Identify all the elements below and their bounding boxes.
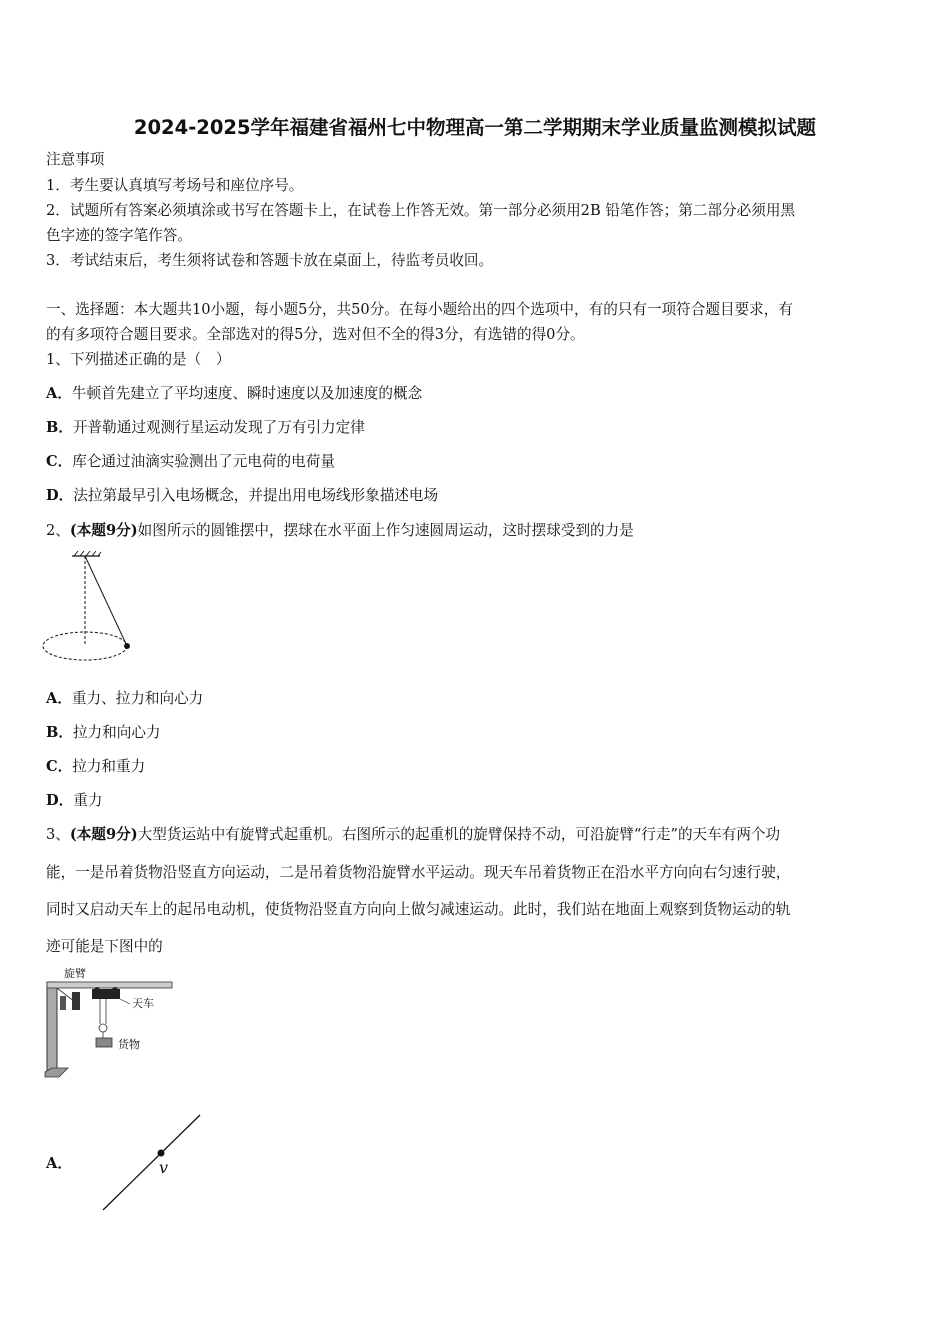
notice-item-2-cont: 色字迹的签字笔作答。 bbox=[46, 227, 192, 244]
label-arm: 旋臂 bbox=[64, 967, 86, 980]
option-label: C． bbox=[46, 453, 73, 470]
option-label: B． bbox=[46, 419, 73, 436]
option-label: A． bbox=[46, 690, 72, 707]
page-title: 2024-2025学年福建省福州七中物理高一第二学期期末学业质量监测模拟试题 bbox=[133, 116, 817, 139]
q2-option-b bbox=[46, 726, 161, 741]
trolley-wheel bbox=[112, 987, 118, 993]
crane-column bbox=[47, 982, 57, 1072]
crane-figure bbox=[40, 962, 180, 1082]
velocity-label: v bbox=[159, 1158, 169, 1177]
notice-item-2: 2．试题所有答案必须填涂或书写在答题卡上，在试卷上作答无效。第一部分必须用2B 铅笔作答；第二部分必须用黑 bbox=[46, 202, 796, 219]
q2-option-c bbox=[46, 760, 145, 775]
q3-score: (本题9分) bbox=[69, 826, 138, 843]
option-a-trajectory-figure bbox=[95, 1110, 210, 1215]
q3-stem-2: 能，一是吊着货物沿竖直方向运动，二是吊着货物沿旋臂水平运动。现天车吊着货物正在沿水平方向向右匀速行驶， bbox=[46, 864, 791, 881]
notice-item-3: 3．考试结束后，考生须将试卷和答题卡放在桌面上，待监考员收回。 bbox=[46, 252, 494, 269]
trolley-pointer bbox=[118, 998, 130, 1004]
crane-arm bbox=[47, 982, 172, 988]
q2-stem-text: 如图所示的圆锥摆中，摆球在水平面上作匀速圆周运动，这时摆球受到的力是 bbox=[137, 522, 634, 539]
cargo-point bbox=[158, 1150, 165, 1157]
counterweight-2 bbox=[72, 992, 80, 1010]
q1-option-d bbox=[46, 489, 438, 504]
q1-option-a bbox=[46, 387, 422, 402]
q1-stem: 1、下列描述正确的是（ ） bbox=[46, 351, 231, 368]
q2-prefix: 2、 bbox=[46, 522, 70, 539]
q3-stem-4: 迹可能是下图中的 bbox=[46, 938, 163, 955]
q2-stem bbox=[46, 524, 634, 539]
option-label: C． bbox=[46, 758, 73, 775]
q2-option-a bbox=[46, 692, 203, 707]
option-label: D． bbox=[46, 487, 74, 504]
q3-prefix: 3、 bbox=[46, 826, 70, 843]
q2-score: (本题9分) bbox=[69, 522, 138, 539]
option-text: 重力 bbox=[73, 792, 103, 809]
notice-item-1: 1．考生要认真填写考场号和座位序号。 bbox=[46, 177, 304, 194]
option-text: 法拉第最早引入电场概念，并提出用电场线形象描述电场 bbox=[73, 487, 439, 504]
q3-stem-1 bbox=[46, 828, 780, 843]
option-text: 库仑通过油滴实验测出了元电荷的电荷量 bbox=[72, 453, 335, 470]
trolley-wheel bbox=[94, 987, 100, 993]
trajectory-line bbox=[103, 1115, 200, 1210]
option-label: D． bbox=[46, 792, 74, 809]
notice-heading: 注意事项 bbox=[46, 151, 105, 168]
option-text: 拉力和重力 bbox=[72, 758, 146, 775]
label-trolley: 天车 bbox=[132, 997, 154, 1010]
q1-option-c bbox=[46, 455, 335, 470]
counterweight bbox=[60, 996, 66, 1010]
cargo-box bbox=[96, 1038, 112, 1047]
option-text: 牛顿首先建立了平均速度、瞬时速度以及加速度的概念 bbox=[71, 385, 423, 402]
ceiling-hatch bbox=[74, 551, 101, 556]
section-intro-2: 的有多项符合题目要求。全部选对的得5分，选对但不全的得3分，有选错的得0分。 bbox=[46, 326, 585, 343]
q1-option-b bbox=[46, 421, 365, 436]
section-intro-1: 一、选择题：本大题共10小题，每小题5分，共50分。在每小题给出的四个选项中，有的只有一项符合题目要求，有 bbox=[46, 301, 793, 318]
q3-stem-3: 同时又启动天车上的起吊电动机，使货物沿竖直方向向上做匀减速运动。此时，我们站在地面上观察到货物运动的轨 bbox=[46, 901, 791, 918]
q3-option-a-label: A． bbox=[46, 1155, 72, 1172]
option-text: 拉力和向心力 bbox=[72, 724, 161, 741]
pulley bbox=[99, 1024, 107, 1032]
option-text: 重力、拉力和向心力 bbox=[71, 690, 204, 707]
conical-pendulum-figure bbox=[40, 550, 140, 670]
q2-option-d bbox=[46, 794, 102, 809]
label-cargo: 货物 bbox=[118, 1038, 140, 1051]
option-label: A． bbox=[46, 385, 72, 402]
pendulum-ball bbox=[124, 643, 130, 649]
option-label: B． bbox=[46, 724, 73, 741]
option-text: 开普勒通过观测行星运动发现了万有引力定律 bbox=[72, 419, 365, 436]
q3-stem-text: 大型货运站中有旋臂式起重机。右图所示的起重机的旋臂保持不动，可沿旋臂“行走”的天车有两个功 bbox=[137, 826, 781, 843]
